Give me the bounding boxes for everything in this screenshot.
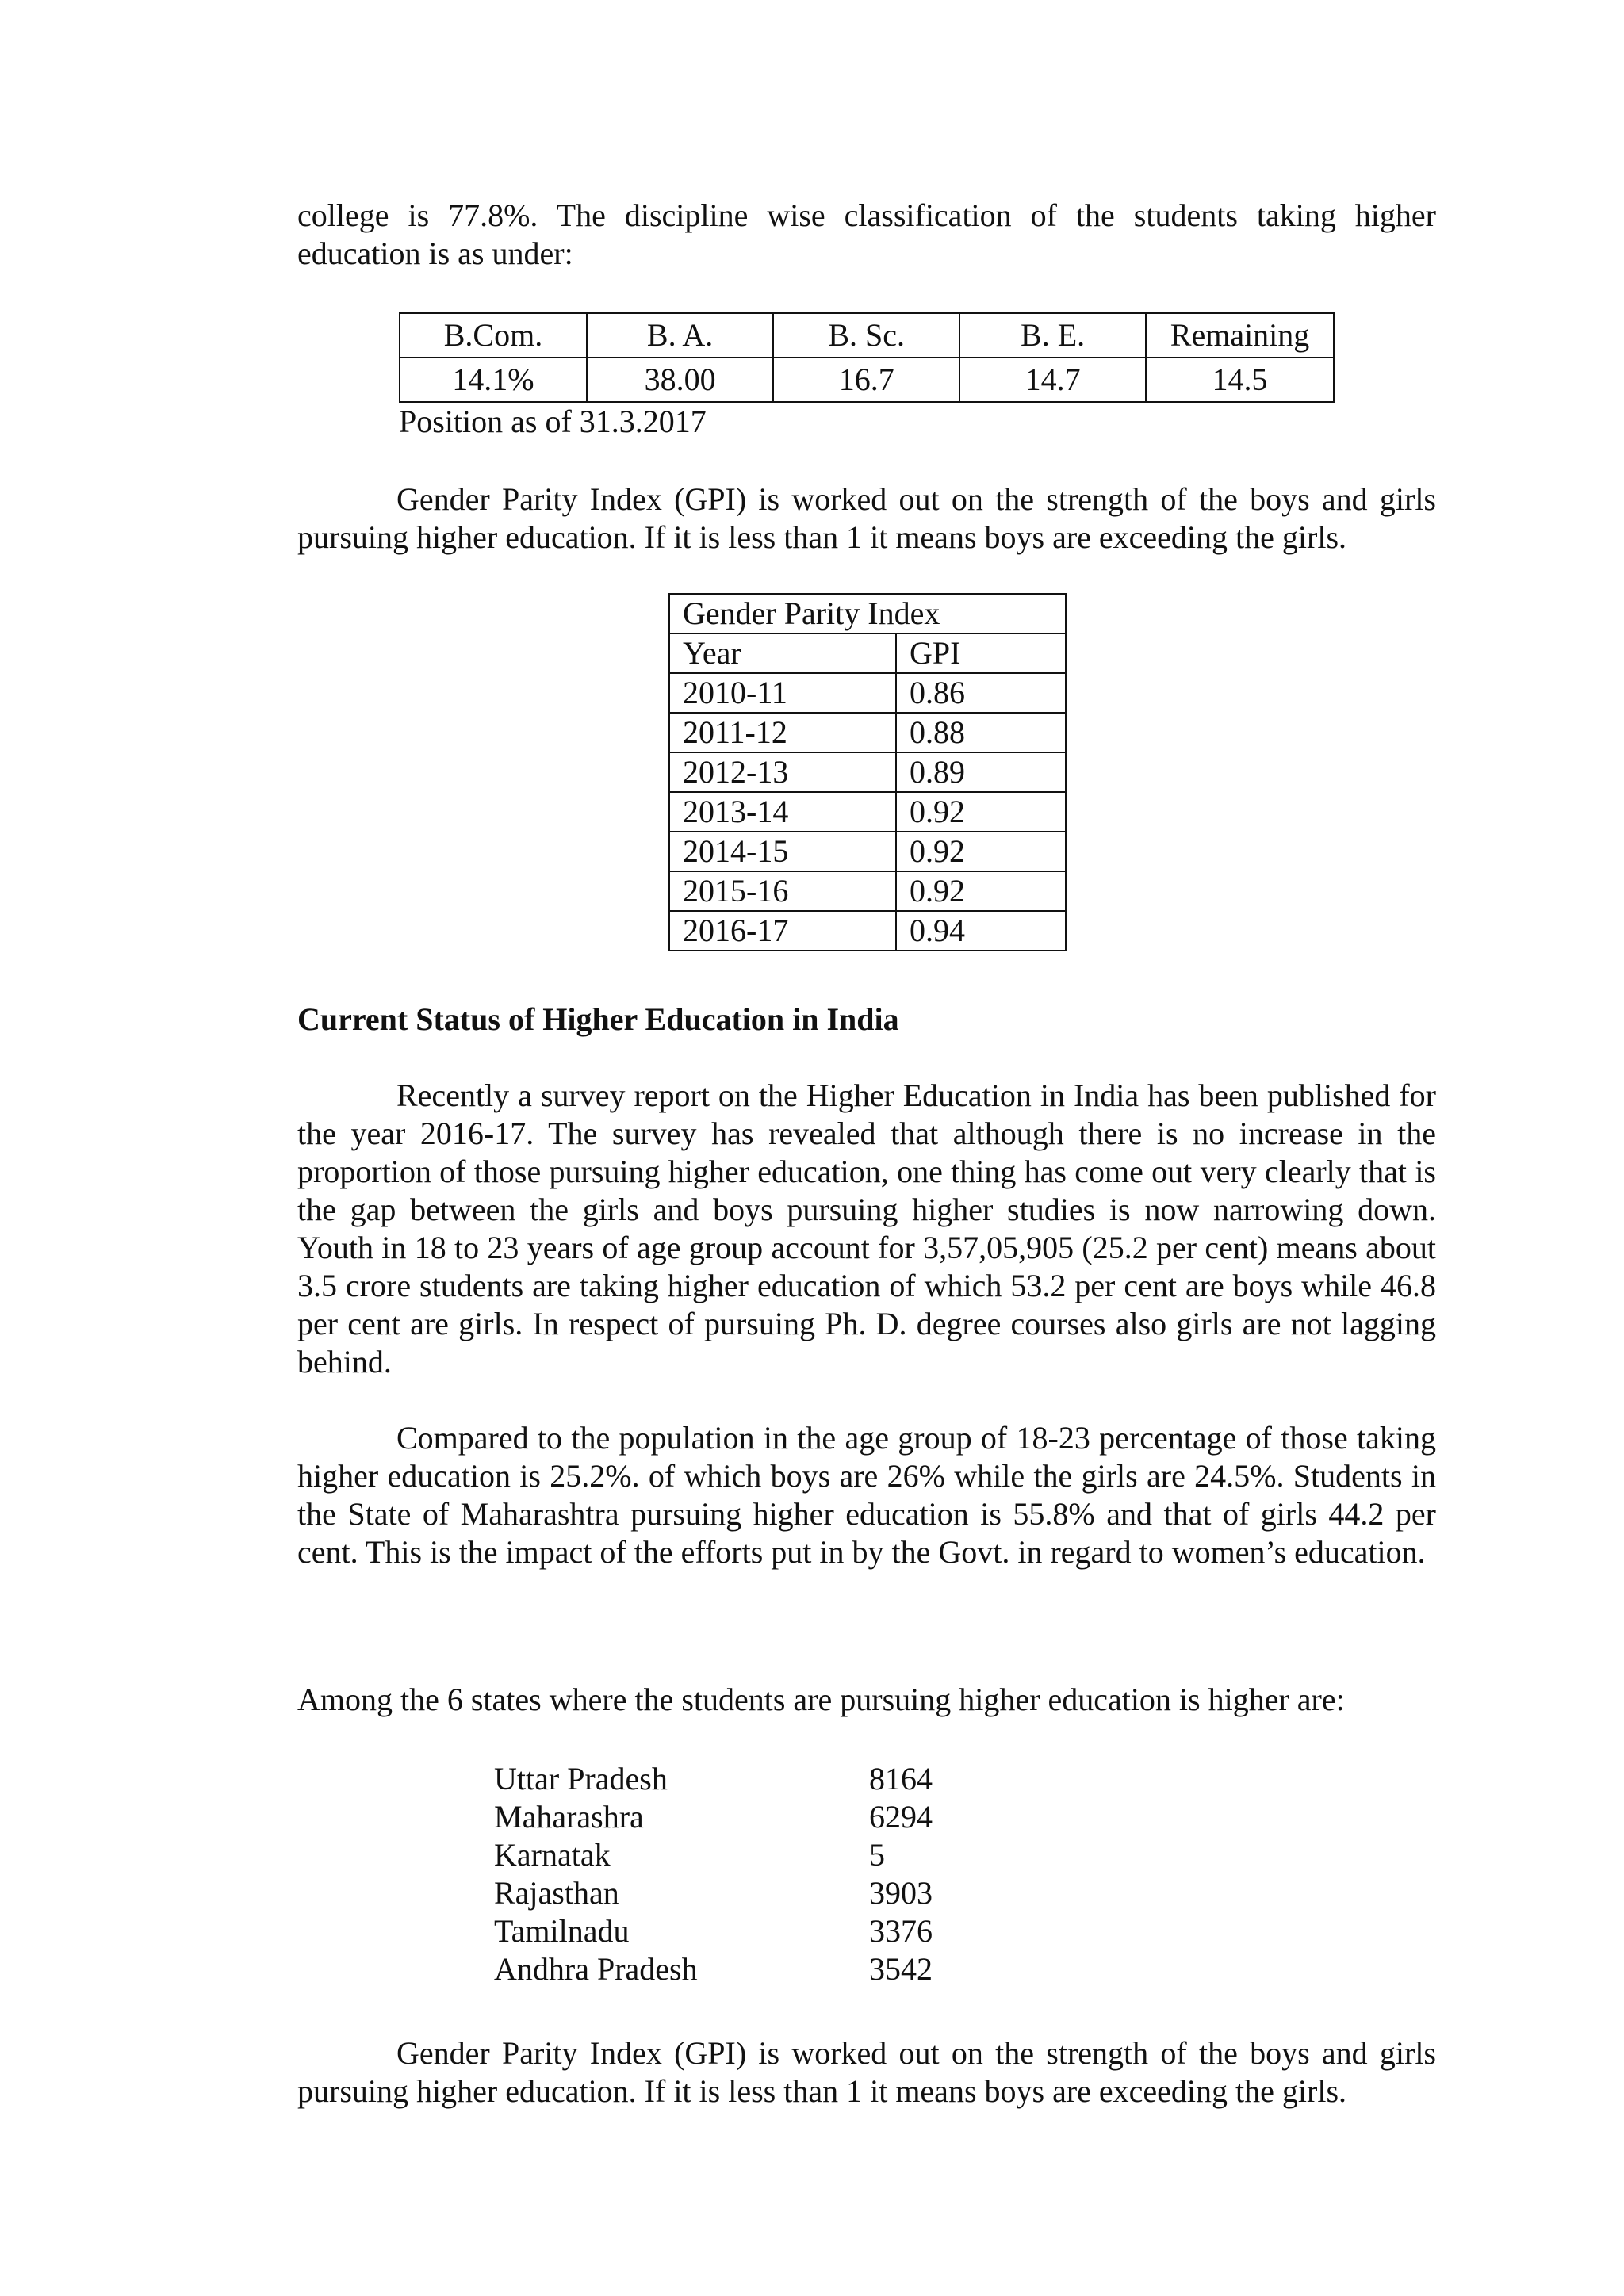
state-value: 3903 — [869, 1875, 933, 1911]
survey-paragraph: Recently a survey report on the Higher Education in India has been published for the year 2016-17. The survey has revealed that although there is no increase in the proportion of those pursuing higher education, one thing has come out very clearly that is the gap between the girls and boys pursuing higher studies is now narrowing down. Youth in 18 to 23 years of age group account for 3,57,05,905 (25.2 per cent) means about 3.5 crore students are taking higher education of which 53.2 per cent are boys while 46.8 per cent are girls. In respect of pursuing Ph. D. degree courses also girls are not lagging behind. — [297, 1077, 1436, 1380]
discipline-header-remaining: Remaining — [1146, 313, 1334, 358]
state-value: 3376 — [869, 1913, 933, 1949]
table-row — [669, 673, 1066, 713]
gpi-header-row — [669, 633, 1066, 673]
discipline-header-be: B. E. — [959, 313, 1146, 358]
table-row — [669, 871, 1066, 911]
table-row — [669, 792, 1066, 832]
states-intro-paragraph: Among the 6 states where the students are pursuing higher education is higher are: — [297, 1682, 1345, 1717]
discipline-table-caption: Position as of 31.3.2017 — [399, 404, 707, 439]
state-name: Rajasthan — [494, 1875, 619, 1911]
state-name: Andhra Pradesh — [494, 1951, 698, 1987]
state-value: 6294 — [869, 1799, 933, 1835]
discipline-table — [399, 312, 1335, 403]
state-value: 3542 — [869, 1951, 933, 1987]
discipline-header-bcom: B.Com. — [400, 313, 587, 358]
gpi-intro-paragraph: Gender Parity Index (GPI) is worked out on the strength of the boys and girls pursuing higher education. If it is less than 1 it means boys are exceeding the girls. — [297, 481, 1436, 555]
discipline-header-row — [400, 313, 1334, 358]
discipline-value-row — [400, 358, 1334, 402]
state-value: 5 — [869, 1837, 885, 1873]
intro-paragraph: college is 77.8%. The discipline wise classification of the students taking higher education is as under: — [297, 197, 1436, 271]
state-name: Uttar Pradesh — [494, 1761, 668, 1797]
gpi-year-cell: 2013-14 — [669, 792, 896, 832]
state-name: Karnatak — [494, 1837, 611, 1873]
discipline-header-ba: B. A. — [587, 313, 773, 358]
table-row — [669, 752, 1066, 792]
state-name: Maharashra — [494, 1799, 644, 1835]
gpi-year-cell: 2014-15 — [669, 832, 896, 871]
gpi-value-cell: 0.92 — [896, 871, 1066, 911]
gpi-value-cell: 0.92 — [896, 832, 1066, 871]
gpi-year-cell: 2012-13 — [669, 752, 896, 792]
gpi-value-cell: 0.86 — [896, 673, 1066, 713]
state-value: 8164 — [869, 1761, 933, 1797]
gpi-closing-paragraph: Gender Parity Index (GPI) is worked out on the strength of the boys and girls pursuing higher education. If it is less than 1 it means boys are exceeding the girls. — [297, 2035, 1436, 2109]
gpi-header-gpi: GPI — [896, 633, 1066, 673]
gpi-year-cell: 2011-12 — [669, 713, 896, 752]
discipline-header-bsc: B. Sc. — [773, 313, 959, 358]
gpi-year-cell: 2010-11 — [669, 673, 896, 713]
discipline-value-remaining: 14.5 — [1146, 358, 1334, 402]
table-row — [669, 911, 1066, 951]
discipline-value-ba: 38.00 — [587, 358, 773, 402]
gpi-year-cell: 2016-17 — [669, 911, 896, 951]
list-item — [494, 1912, 1049, 1950]
gpi-value-cell: 0.94 — [896, 911, 1066, 951]
table-row — [669, 713, 1066, 752]
gpi-year-cell: 2015-16 — [669, 871, 896, 911]
discipline-value-bcom: 14.1% — [400, 358, 587, 402]
list-item — [494, 1760, 1049, 1798]
gpi-title-row — [669, 594, 1066, 633]
discipline-value-be: 14.7 — [959, 358, 1146, 402]
state-name: Tamilnadu — [494, 1913, 630, 1949]
gpi-value-cell: 0.92 — [896, 792, 1066, 832]
gpi-table-title: Gender Parity Index — [669, 594, 1066, 633]
gpi-value-cell: 0.88 — [896, 713, 1066, 752]
section-heading: Current Status of Higher Education in India — [297, 1001, 899, 1037]
gpi-table — [668, 593, 1067, 951]
gpi-header-year: Year — [669, 633, 896, 673]
list-item — [494, 1874, 1049, 1912]
discipline-value-bsc: 16.7 — [773, 358, 959, 402]
list-item — [494, 1798, 1049, 1836]
comparison-paragraph: Compared to the population in the age group of 18-23 percentage of those taking higher education is 25.2%. of which boys are 26% while the girls are 24.5%. Students in the State of Maharashtra pursuing higher education is 55.8% and that of girls 44.2 per cent. This is the impact of the efforts put in by the Govt. in regard to women’s education. — [297, 1420, 1436, 1570]
table-row — [669, 832, 1066, 871]
list-item — [494, 1950, 1049, 1988]
list-item — [494, 1836, 1049, 1874]
gpi-value-cell: 0.89 — [896, 752, 1066, 792]
